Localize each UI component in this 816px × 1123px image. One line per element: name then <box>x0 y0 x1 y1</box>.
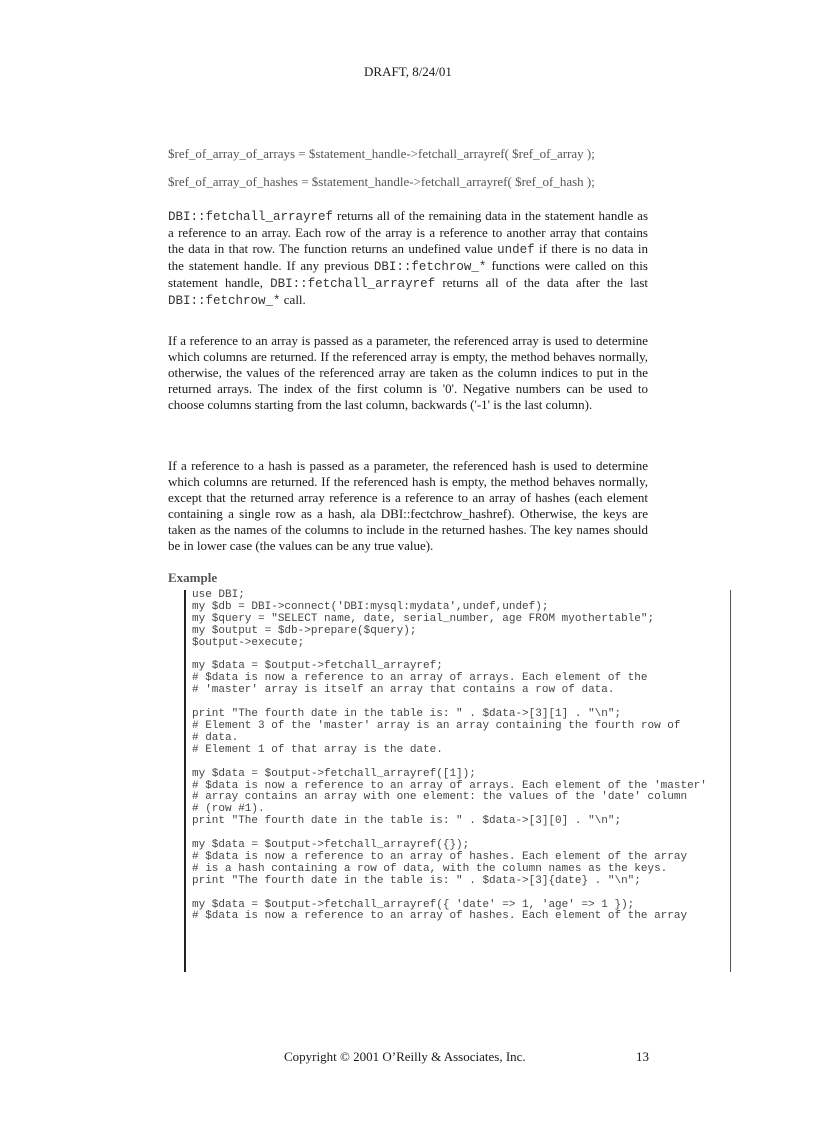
signature-array-of-hashes: $ref_of_array_of_hashes = $statement_handle->fetchall_arrayref( $ref_of_hash ); <box>168 174 595 189</box>
page-header-draft: DRAFT, 8/24/01 <box>364 64 452 79</box>
function-name: DBI::fetchall_arrayref <box>168 210 334 224</box>
paragraph-description <box>168 208 648 309</box>
function-name: DBI::fetchrow_* <box>168 294 281 308</box>
signature-array-of-arrays: $ref_of_array_of_arrays = $statement_handle->fetchall_arrayref( $ref_of_array ); <box>168 146 595 161</box>
example-heading: Example <box>168 570 218 585</box>
paragraph-hash-parameter: If a reference to a hash is passed as a parameter, the referenced hash is used to determine which columns are returned. If the referenced hash is empty, the method behaves normally, except that the returned array reference is a reference to an array of hashes (each element containing a single row as a hash, ala DBI::fectchrow_hashref). Otherwise, the keys are taken as the names of the columns to include in the returned hashes. The key names should be in lower case (the values can be any true value). <box>168 458 648 553</box>
function-name: DBI::fetchrow_* <box>373 260 487 274</box>
paragraph-text: returns all of the remaining data in the statement handle as a reference to an array. Each row of the array is a reference to another array that contains the data in that row. The function returns an undefined value <box>168 208 648 256</box>
function-name: DBI::fetchall_arrayref <box>270 277 436 291</box>
paragraph-text: functions were called on this statement handle, <box>168 258 648 290</box>
paragraph-text: if there is no data in the statement handle. If any previous <box>168 241 648 273</box>
code-listing: use DBI; my $db = DBI->connect('DBI:mysql:mydata',undef,undef); my $query = "SELECT name, date, serial_number, age FROM myothertable"; my $output = $db->prepare($query); $output->execute; my $data = $output->fetchall_arrayref; # $data is now a reference to an array of arrays. Each element of the # 'master' array is itself an array that contains a row of data. print "The fourth date in the table is: " . $data->[3][1] . "\n"; # Element 3 of the 'master' array is an array containing the fourth row of # data. # Element 1 of that array is the date. my $data = $output->fetchall_arrayref([1]); # $data is now a reference to an array of arrays. Each element of the 'master' # array contains an array with one element: the values of the 'date' column # (row #1). print "The fourth date in the table is: " . $data->[3][0] . "\n"; my $data = $output->fetchall_arrayref({}); # $data is now a reference to an array of hashes. Each element of the array # is a hash containing a row of data, with the column names as the keys. print "The fourth date in the table is: " . $data->[3]{date} . "\n"; my $data = $output->fetchall_arrayref({ 'date' => 1, 'age' => 1 }); # $data is now a reference to an array of hashes. Each element of the array <box>192 589 707 923</box>
undef-keyword: undef <box>497 243 535 257</box>
paragraph-array-parameter: If a reference to an array is passed as a parameter, the referenced array is used to determine which columns are returned. If the referenced array is empty, the method behaves normally, otherwise, the values of the referenced array are taken as the column indices to put in the returned arrays. The index of the first column is '0'. Negative numbers can be used to choose columns starting from the last column, backwards ('-1' is the last column). <box>168 333 648 412</box>
code-example-box <box>184 590 731 972</box>
footer-copyright: Copyright © 2001 O’Reilly & Associates, Inc. <box>284 1049 526 1064</box>
paragraph-text: returns all of the data after the last <box>435 275 649 290</box>
page-number: 13 <box>636 1049 649 1064</box>
paragraph-text: call. <box>280 292 306 307</box>
